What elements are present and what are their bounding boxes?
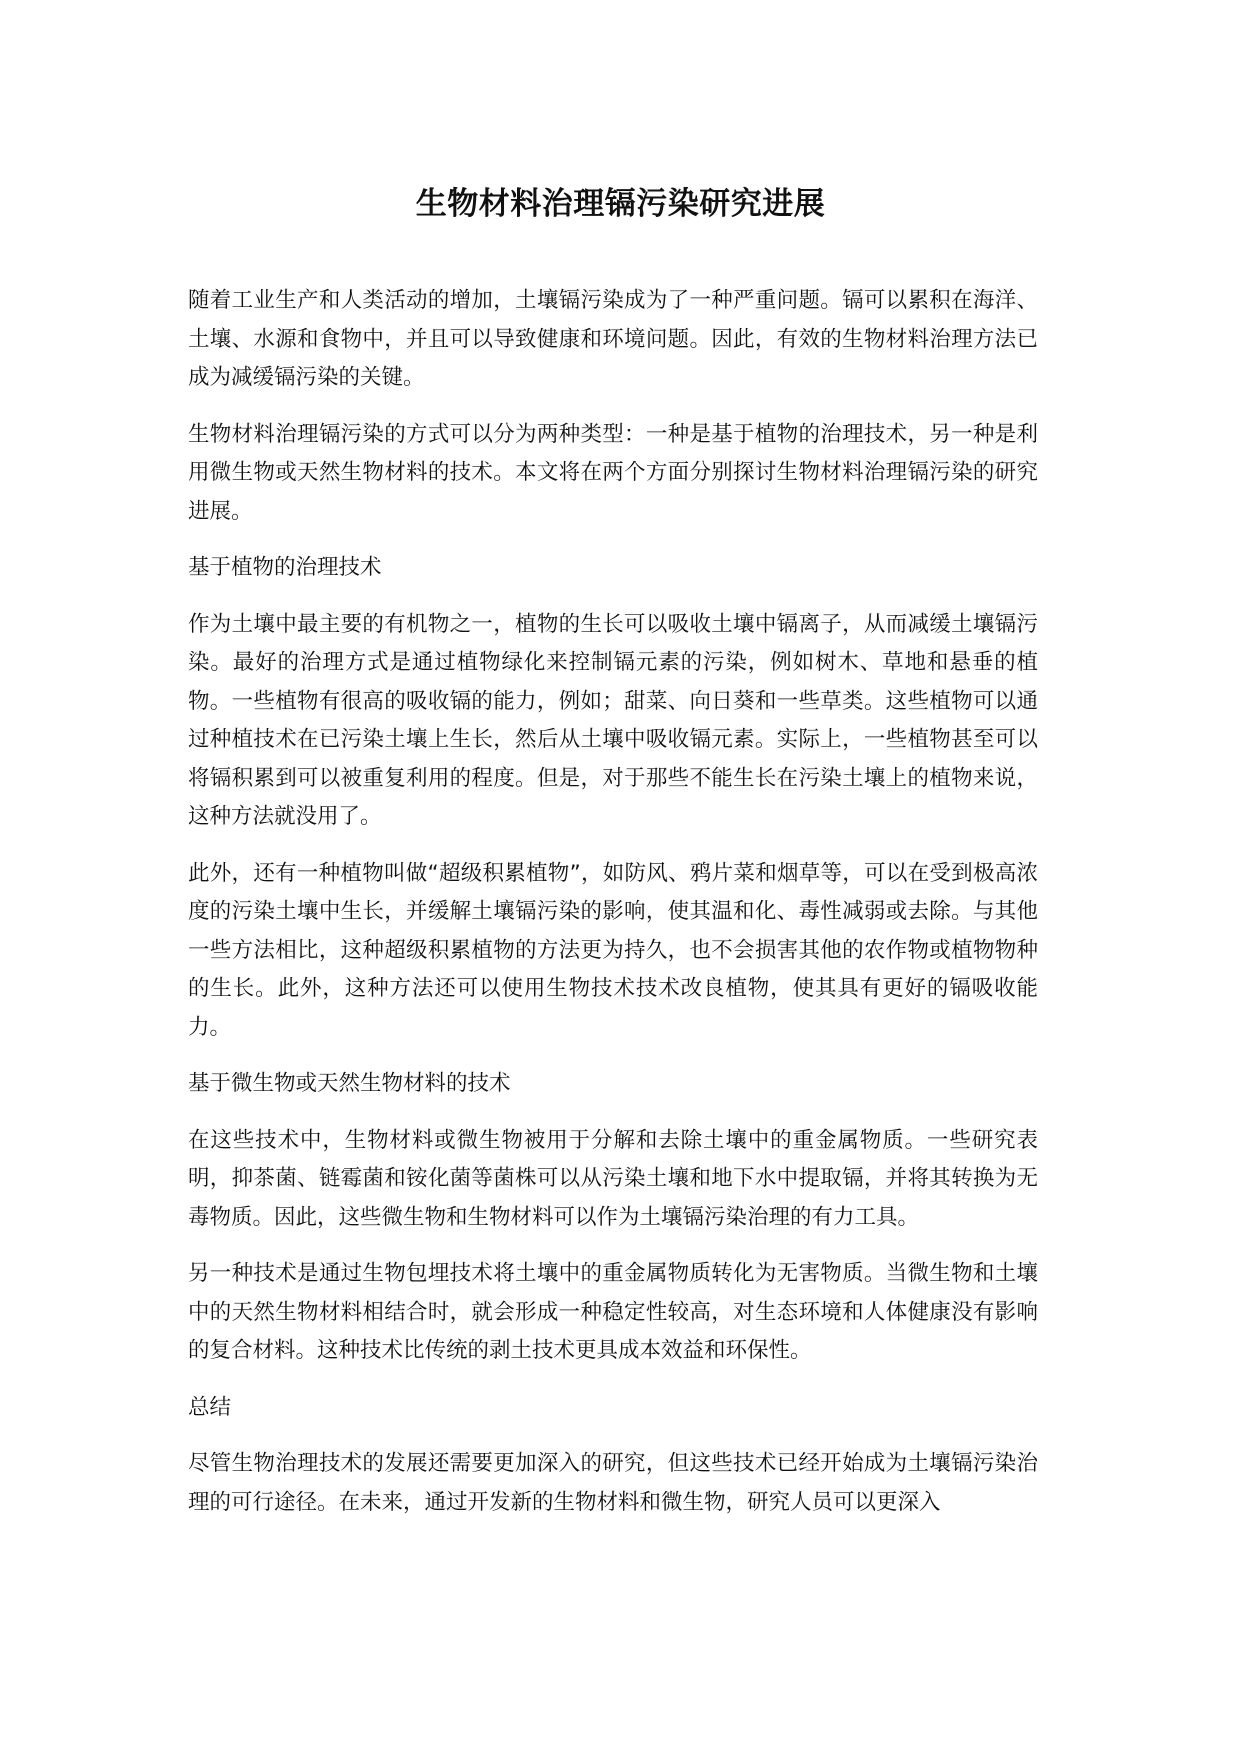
document-body <box>188 282 1038 1540</box>
paragraph-plant-1: 作为土壤中最主要的有机物之一，植物的生长可以吸收土壤中镉离子，从而减缓土壤镉污染。最好的治理方式是通过植物绿化来控制镉元素的污染，例如树木、草地和悬垂的植物。一些植物有很高的吸收镉的能力，例如；甜菜、向日葵和一些草类。这些植物可以通过种植技术在已污染土壤上生长，然后从土壤中吸收镉元素。实际上，一些植物甚至可以将镉积累到可以被重复利用的程度。但是，对于那些不能生长在污染土壤上的植物来说，这种方法就没用了。 <box>188 611 1038 829</box>
section-heading-microbe: 基于微生物或天然生物材料的技术 <box>188 1071 511 1096</box>
paragraph-intro: 随着工业生产和人类活动的增加，土壤镉污染成为了一种严重问题。镉可以累积在海洋、土壤、水源和食物中，并且可以导致健康和环境问题。因此，有效的生物材料治理方法已成为减缓镉污染的关键。 <box>188 288 1038 390</box>
paragraph-microbe-1: 在这些技术中，生物材料或微生物被用于分解和去除土壤中的重金属物质。一些研究表明，抑茶菌、链霉菌和铵化菌等菌株可以从污染土壤和地下水中提取镉，并将其转换为无毒物质。因此，这些微生物和生物材料可以作为土壤镉污染治理的有力工具。 <box>188 1127 1038 1230</box>
paragraph-plant-2: 此外，还有一种植物叫做“超级积累植物”，如防风、鸦片菜和烟草等，可以在受到极高浓度的污染土壤中生长，并缓解土壤镉污染的影响，使其温和化、毒性减弱或去除。与其他一些方法相比，这种超级积累植物的方法更为持久，也不会损害其他的农作物或植物物种的生长。此外，这种方法还可以使用生物技术技术改良植物，使其具有更好的镉吸收能力。 <box>188 860 1038 1040</box>
paragraph-overview: 生物材料治理镉污染的方式可以分为两种类型：一种是基于植物的治理技术，另一种是利用微生物或天然生物材料的技术。本文将在两个方面分别探讨生物材料治理镉污染的研究进展。 <box>188 421 1038 524</box>
section-heading-plant: 基于植物的治理技术 <box>188 555 382 580</box>
paragraph-summary: 尽管生物治理技术的发展还需要更加深入的研究，但这些技术已经开始成为土壤镉污染治理的可行途径。在未来，通过开发新的生物材料和微生物，研究人员可以更深入 <box>188 1451 1038 1515</box>
section-heading-summary: 总结 <box>188 1394 232 1420</box>
document-title: 生物材料治理镉污染研究进展 <box>415 186 826 222</box>
paragraph-microbe-2: 另一种技术是通过生物包埋技术将土壤中的重金属物质转化为无害物质。当微生物和土壤中的天然生物材料相结合时，就会形成一种稳定性较高，对生态环境和人体健康没有影响的复合材料。这种技术比传统的剥土技术更具成本效益和环保性。 <box>188 1261 1038 1363</box>
